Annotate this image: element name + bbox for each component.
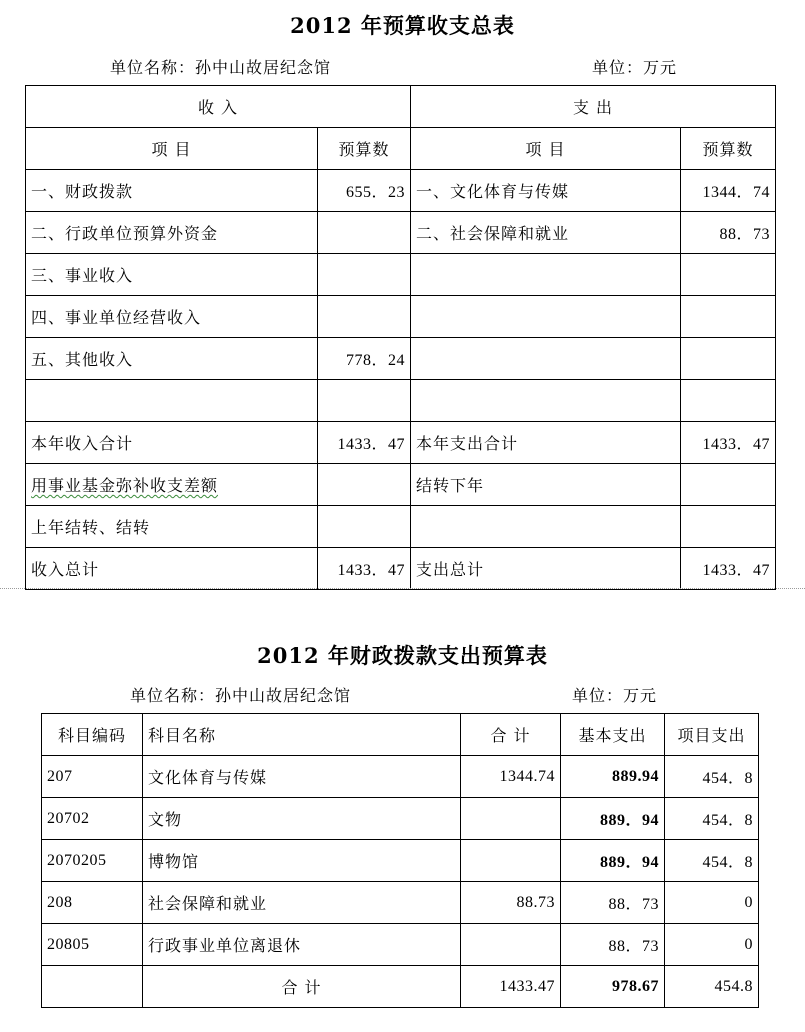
subject-code: 2070205	[42, 840, 143, 882]
expense-item	[411, 254, 681, 296]
expense-item	[411, 506, 681, 548]
income-item: 上年结转、结转	[26, 506, 318, 548]
grand-basic-value: 978.67	[561, 966, 665, 1008]
expense-col-item: 项 目	[411, 128, 681, 170]
expense-value: 1433．47	[681, 422, 776, 464]
basic-value: 889．94	[561, 798, 665, 840]
subject-name: 博物馆	[143, 840, 461, 882]
total-value: 1344.74	[461, 756, 561, 798]
table-row	[42, 756, 759, 798]
basic-value: 889．94	[561, 840, 665, 882]
table-row	[26, 380, 776, 422]
col-code: 科目编码	[42, 714, 143, 756]
income-item: 本年收入合计	[26, 422, 318, 464]
income-item: 一、财政拨款	[26, 170, 318, 212]
grand-total-value: 1433.47	[461, 966, 561, 1008]
table-row	[26, 296, 776, 338]
expense-value	[681, 296, 776, 338]
expense-value: 88．73	[681, 212, 776, 254]
table-row	[26, 338, 776, 380]
expense-value	[681, 254, 776, 296]
budget-summary-table	[25, 85, 776, 590]
project-value: 0	[665, 924, 759, 966]
col-name: 科目名称	[143, 714, 461, 756]
subject-name: 行政事业单位离退休	[143, 924, 461, 966]
appropriation-expense-table	[41, 713, 759, 1008]
expense-item: 本年支出合计	[411, 422, 681, 464]
table-row	[26, 254, 776, 296]
table2-title: 2012 年财政拨款支出预算表	[257, 643, 548, 668]
income-value	[318, 254, 411, 296]
income-value: 778．24	[318, 338, 411, 380]
table1-unit-name: 单位名称：孙中山故居纪念馆	[110, 58, 332, 77]
grand-project-value: 454.8	[665, 966, 759, 1008]
page-break-divider	[0, 588, 805, 589]
project-value: 454．8	[665, 798, 759, 840]
expense-header: 支 出	[411, 86, 776, 128]
total-row	[42, 966, 759, 1008]
expense-value	[681, 464, 776, 506]
col-project: 项目支出	[665, 714, 759, 756]
income-value: 1433．47	[318, 422, 411, 464]
income-item	[26, 380, 318, 422]
table1-title: 2012 年预算收支总表	[290, 13, 515, 38]
expense-col-budget: 预算数	[681, 128, 776, 170]
col-basic: 基本支出	[561, 714, 665, 756]
table-row	[26, 548, 776, 590]
table-row	[26, 212, 776, 254]
income-value: 655．23	[318, 170, 411, 212]
income-item: 收入总计	[26, 548, 318, 590]
income-item: 四、事业单位经营收入	[26, 296, 318, 338]
table-row	[26, 170, 776, 212]
expense-value: 1433．47	[681, 548, 776, 590]
subject-code: 20702	[42, 798, 143, 840]
income-value	[318, 380, 411, 422]
subject-name: 文物	[143, 798, 461, 840]
income-value	[318, 506, 411, 548]
project-value: 0	[665, 882, 759, 924]
income-value	[318, 296, 411, 338]
subject-code: 20805	[42, 924, 143, 966]
expense-item: 支出总计	[411, 548, 681, 590]
income-col-item: 项 目	[26, 128, 318, 170]
table2-unit-name: 单位名称：孙中山故居纪念馆	[130, 686, 352, 705]
table-row	[26, 464, 776, 506]
expense-item	[411, 380, 681, 422]
table-row	[42, 840, 759, 882]
expense-item	[411, 338, 681, 380]
expense-value	[681, 338, 776, 380]
income-item: 三、事业收入	[26, 254, 318, 296]
income-col-budget: 预算数	[318, 128, 411, 170]
expense-item: 二、社会保障和就业	[411, 212, 681, 254]
expense-value: 1344．74	[681, 170, 776, 212]
total-value	[461, 798, 561, 840]
basic-value: 889.94	[561, 756, 665, 798]
table-row	[26, 422, 776, 464]
table2-unit: 单位：万元	[572, 686, 658, 705]
subject-code: 208	[42, 882, 143, 924]
expense-item	[411, 296, 681, 338]
basic-value: 88．73	[561, 924, 665, 966]
subject-name: 社会保障和就业	[143, 882, 461, 924]
project-value: 454．8	[665, 756, 759, 798]
project-value: 454．8	[665, 840, 759, 882]
income-value	[318, 464, 411, 506]
table-row	[42, 798, 759, 840]
table-row	[42, 882, 759, 924]
total-value	[461, 840, 561, 882]
income-item: 五、其他收入	[26, 338, 318, 380]
expense-value	[681, 506, 776, 548]
table1-unit: 单位：万元	[592, 58, 678, 77]
expense-item: 一、文化体育与传媒	[411, 170, 681, 212]
table-row	[26, 506, 776, 548]
col-total: 合 计	[461, 714, 561, 756]
total-value	[461, 924, 561, 966]
total-value: 88.73	[461, 882, 561, 924]
income-header: 收 入	[26, 86, 411, 128]
table-row	[42, 924, 759, 966]
subject-name: 文化体育与传媒	[143, 756, 461, 798]
income-item: 二、行政单位预算外资金	[26, 212, 318, 254]
income-value	[318, 212, 411, 254]
basic-value: 88．73	[561, 882, 665, 924]
expense-value	[681, 380, 776, 422]
expense-item: 结转下年	[411, 464, 681, 506]
income-item: 用事业基金弥补收支差额	[31, 476, 219, 495]
total-label: 合 计	[143, 966, 461, 1008]
income-value: 1433．47	[318, 548, 411, 590]
subject-code: 207	[42, 756, 143, 798]
